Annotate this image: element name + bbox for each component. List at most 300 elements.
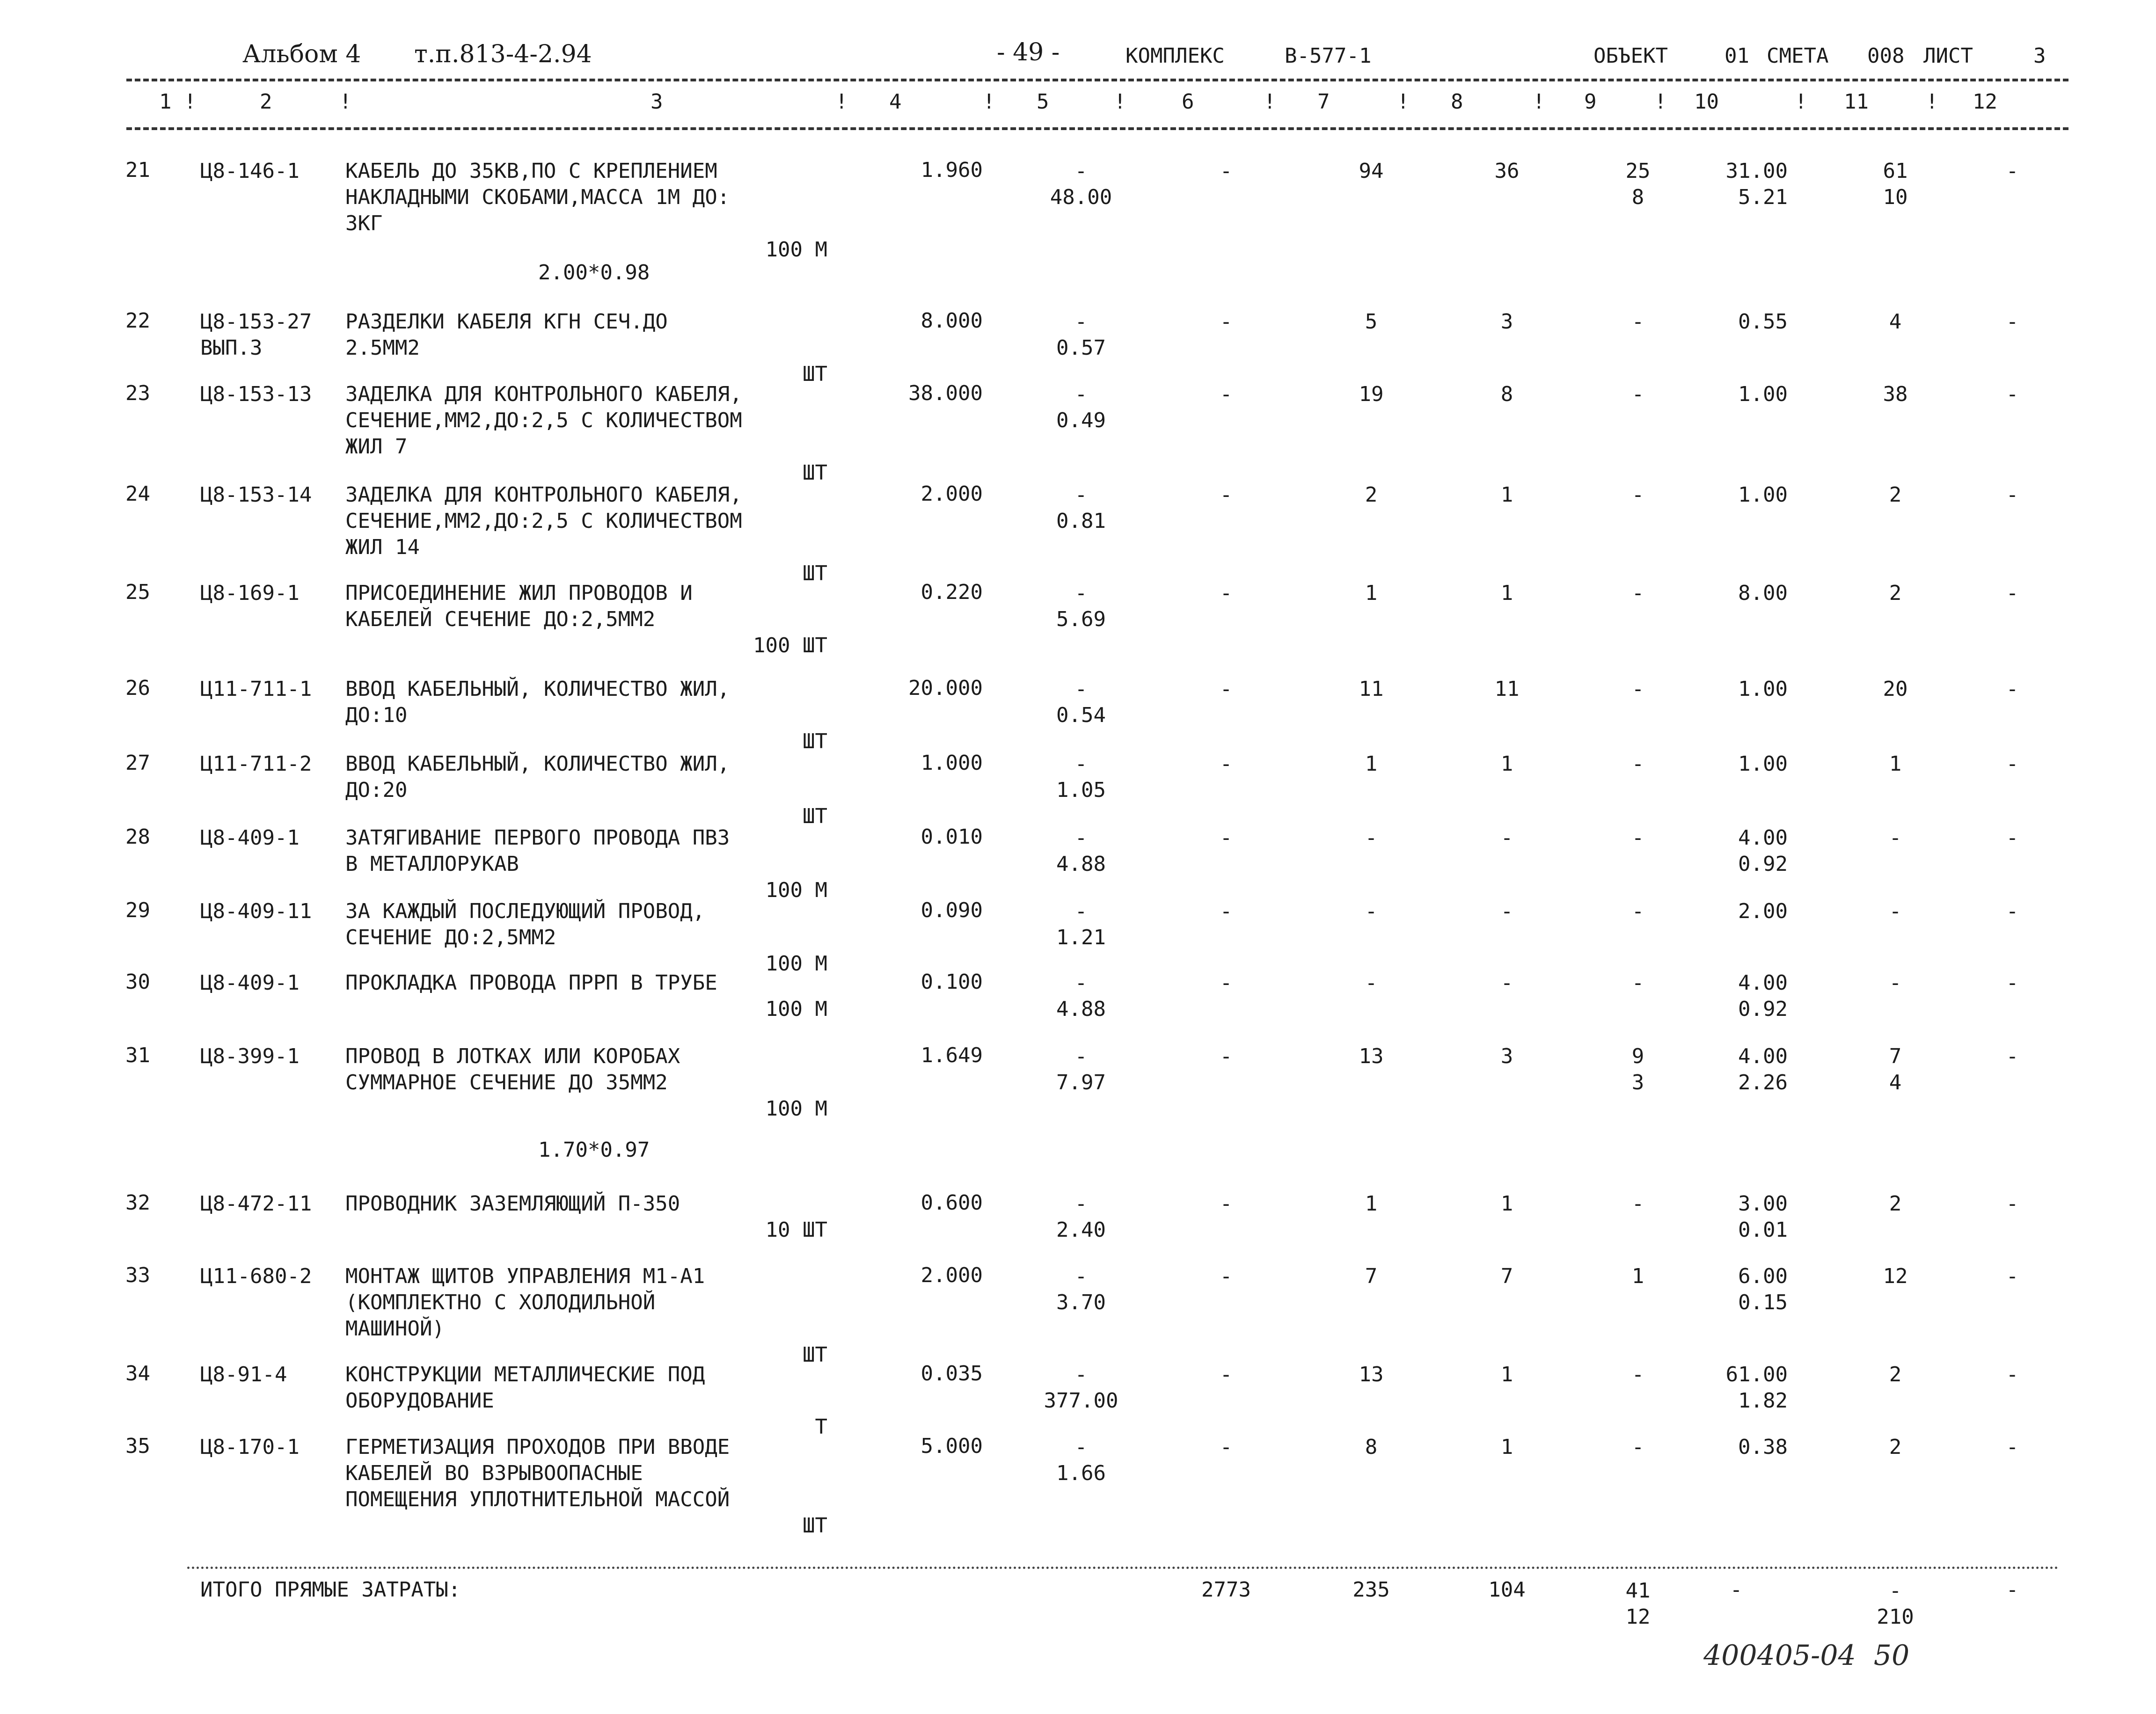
row-description-line: (КОМПЛЕКТНО С ХОЛОДИЛЬНОЙ: [345, 1291, 656, 1314]
row-c12: [1984, 1434, 2040, 1460]
row-c6: [1179, 1043, 1273, 1070]
row-c10-line: 4.00: [1738, 1044, 1788, 1068]
row-c11-line: 2: [1889, 1192, 1902, 1216]
row-c7: [1324, 970, 1418, 996]
row-code-line: Ц8-153-13: [200, 382, 312, 406]
colnum-sep: !: [1654, 90, 1667, 114]
row-c9: [1591, 1362, 1685, 1388]
row-description: [345, 1043, 827, 1122]
row-c8-line: 3: [1500, 310, 1513, 334]
row-c7: [1324, 482, 1418, 508]
row-c5: [1020, 676, 1142, 729]
row-description-line: МОНТАЖ ЩИТОВ УПРАВЛЕНИЯ М1-А1: [345, 1264, 705, 1288]
row-code: [200, 1362, 341, 1388]
row-c7-line: -: [1365, 971, 1378, 995]
row-c11-line: 10: [1883, 185, 1908, 209]
row-c12-line: -: [2006, 382, 2019, 406]
colnum-sep: !: [983, 90, 995, 114]
row-description-line: СЕЧЕНИЕ,ММ2,ДО:2,5 С КОЛИЧЕСТВОМ: [345, 408, 742, 432]
row-c7: [1324, 825, 1418, 851]
total-col9: [1591, 1578, 1685, 1630]
row-c10: [1685, 751, 1788, 777]
row-c10: [1685, 1263, 1788, 1316]
row-description-line: РАЗДЕЛКИ КАБЕЛЯ КГН СЕЧ.ДО: [345, 310, 668, 334]
row-c5: [1020, 751, 1142, 803]
row-c10: [1685, 1043, 1788, 1096]
header-rule-bottom: [126, 127, 2068, 130]
colnum: 12: [1973, 90, 1997, 114]
row-c11: [1849, 1263, 1942, 1290]
row-code-line: Ц8-409-11: [200, 899, 312, 923]
row-c8-line: 36: [1494, 159, 1520, 183]
row-c11: [1849, 381, 1942, 408]
row-c8: [1460, 970, 1554, 996]
row-description-line: ВВОД КАБЕЛЬНЫЙ, КОЛИЧЕСТВО ЖИЛ,: [345, 677, 730, 701]
row-description-line: ГЕРМЕТИЗАЦИЯ ПРОХОДОВ ПРИ ВВОДЕ: [345, 1435, 730, 1459]
row-c5: [1020, 825, 1142, 877]
row-code: [200, 1191, 341, 1217]
row-unit: Т: [815, 1415, 827, 1439]
row-c8-line: -: [1500, 971, 1513, 995]
row-code-line: Ц8-146-1: [200, 159, 300, 183]
row-c5-line: -: [1074, 899, 1088, 923]
row-c12: [1984, 751, 2040, 777]
row-unit: 100 М: [765, 952, 827, 976]
row-c10: [1685, 825, 1788, 877]
row-c10-line: 0.55: [1738, 310, 1788, 334]
row-description: [345, 1263, 827, 1368]
row-description: [345, 676, 827, 755]
row-c9: [1591, 158, 1685, 211]
row-code-line: Ц8-472-11: [200, 1192, 312, 1216]
row-c6: [1179, 1434, 1273, 1460]
row-c5-line: 7.97: [1056, 1071, 1106, 1094]
row-description-line: ОБОРУДОВАНИЕ: [345, 1389, 494, 1413]
row-number: 34: [125, 1362, 150, 1386]
row-c5-line: -: [1074, 581, 1088, 605]
row-c9-line: -: [1631, 899, 1644, 923]
row-unit: ШТ: [803, 461, 827, 485]
row-c5-line: 0.81: [1056, 509, 1106, 533]
row-c11: [1849, 898, 1942, 925]
row-quantity: 2.000: [921, 1263, 983, 1287]
row-description-line: НАКЛАДНЫМИ СКОБАМИ,МАССА 1М ДО:: [345, 185, 730, 209]
row-c5: [1020, 1043, 1142, 1096]
row-c8-line: 11: [1494, 677, 1520, 701]
row-code: [200, 825, 341, 851]
row-c10: [1685, 1191, 1788, 1243]
row-c8-line: 1: [1500, 581, 1513, 605]
row-c5-line: -: [1074, 159, 1088, 183]
header-rule-top: [126, 79, 2068, 81]
row-c8: [1460, 1191, 1554, 1217]
row-description-line: ЗАДЕЛКА ДЛЯ КОНТРОЛЬНОГО КАБЕЛЯ,: [345, 483, 742, 507]
row-c12-line: -: [2006, 483, 2019, 507]
row-code: [200, 309, 341, 361]
row-description-line: В МЕТАЛЛОРУКАВ: [345, 852, 519, 876]
row-c12-line: -: [2006, 826, 2019, 850]
row-unit: ШТ: [803, 804, 827, 828]
row-code: [200, 898, 341, 925]
row-c11-line: 2: [1889, 1363, 1902, 1386]
row-c6-line: -: [1220, 1264, 1233, 1288]
row-c5-line: -: [1074, 1044, 1088, 1068]
row-c10-line: 5.21: [1738, 185, 1788, 209]
row-number: 29: [125, 898, 150, 922]
row-c5: [1020, 970, 1142, 1022]
row-description-line: ДО:10: [345, 703, 408, 727]
row-c6: [1179, 825, 1273, 851]
row-unit: ШТ: [803, 729, 827, 753]
row-c9-line: -: [1631, 581, 1644, 605]
row-c7-line: 1: [1365, 1192, 1378, 1216]
row-c6: [1179, 309, 1273, 335]
total-label: ИТОГО ПРЯМЫЕ ЗАТРАТЫ:: [200, 1578, 461, 1602]
row-c6: [1179, 676, 1273, 702]
row-code: [200, 1263, 341, 1290]
row-c10-line: 0.15: [1738, 1291, 1788, 1314]
row-c11-line: 4: [1889, 1071, 1902, 1094]
row-c9-line: -: [1631, 1363, 1644, 1386]
total-col12: -: [2006, 1578, 2019, 1602]
row-c6: [1179, 381, 1273, 408]
row-number: 22: [125, 309, 150, 333]
row-c6: [1179, 1362, 1273, 1388]
row-description-line: ПРОВОДНИК ЗАЗЕМЛЯЮЩИЙ П-350: [345, 1192, 680, 1216]
row-c12-line: -: [2006, 1435, 2019, 1459]
row-c9-line: -: [1631, 1192, 1644, 1216]
colnum: 7: [1317, 90, 1330, 114]
colnum-sep: !: [1795, 90, 1807, 114]
colnum: 2: [260, 90, 272, 114]
row-c10: [1685, 970, 1788, 1022]
row-c11-line: 7: [1889, 1044, 1902, 1068]
row-quantity: 1.960: [921, 158, 983, 182]
row-c10-line: 0.92: [1738, 852, 1788, 876]
row-unit: ШТ: [803, 1514, 827, 1538]
row-number: 31: [125, 1043, 150, 1067]
row-c6-line: -: [1220, 677, 1233, 701]
object-label: ОБЪЕКТ: [1593, 44, 1668, 68]
row-c5-line: 377.00: [1044, 1389, 1118, 1413]
row-c10-line: 31.00: [1725, 159, 1788, 183]
row-unit: 100 М: [765, 1097, 827, 1121]
row-c12: [1984, 580, 2040, 606]
row-c11-line: 2: [1889, 581, 1902, 605]
smeta-label: СМЕТА: [1767, 44, 1829, 68]
row-c11-line: 2: [1889, 483, 1902, 507]
row-c5-line: 1.05: [1056, 778, 1106, 802]
row-c8-line: 8: [1500, 382, 1513, 406]
row-c12: [1984, 676, 2040, 702]
row-c11-line: 20: [1883, 677, 1908, 701]
row-code-line: Ц11-711-1: [200, 677, 312, 701]
row-c10: [1685, 580, 1788, 606]
row-c10-line: 1.00: [1738, 483, 1788, 507]
colnum: 1 !: [159, 90, 197, 114]
row-c10: [1685, 1434, 1788, 1460]
row-c5-line: 48.00: [1050, 185, 1112, 209]
row-c6-line: -: [1220, 1435, 1233, 1459]
row-c10-line: 0.01: [1738, 1218, 1788, 1242]
row-description: [345, 482, 827, 587]
row-c7-line: -: [1365, 899, 1378, 923]
row-c8: [1460, 309, 1554, 335]
row-c9-line: -: [1631, 826, 1644, 850]
row-c5-line: 4.88: [1056, 852, 1106, 876]
row-unit: ШТ: [803, 362, 827, 386]
row-code-line: Ц8-91-4: [200, 1363, 287, 1386]
row-description-line: СЕЧЕНИЕ,ММ2,ДО:2,5 С КОЛИЧЕСТВОМ: [345, 509, 742, 533]
row-c6-line: -: [1220, 971, 1233, 995]
list-label: ЛИСТ: [1923, 44, 1973, 68]
row-c7-line: 8: [1365, 1435, 1378, 1459]
object-value: 01: [1725, 44, 1749, 68]
total-col11-line: -: [1889, 1579, 1902, 1603]
row-unit: 100 М: [765, 997, 827, 1021]
row-c11-line: -: [1889, 971, 1902, 995]
row-c10-line: 0.92: [1738, 997, 1788, 1021]
total-col7: 235: [1352, 1578, 1390, 1602]
row-unit: 100 ШТ: [753, 634, 827, 657]
row-description: [345, 825, 827, 904]
row-description-line: МАШИНОЙ): [345, 1317, 445, 1341]
row-c9: [1591, 1263, 1685, 1290]
row-c8-line: 1: [1500, 483, 1513, 507]
row-c7: [1324, 580, 1418, 606]
row-code: [200, 751, 341, 777]
row-c5: [1020, 158, 1142, 211]
row-c11-line: -: [1889, 899, 1902, 923]
row-c10-line: 0.38: [1738, 1435, 1788, 1459]
row-c11: [1849, 1362, 1942, 1388]
row-description: [345, 381, 827, 486]
row-c6-line: -: [1220, 382, 1233, 406]
row-c12-line: -: [2006, 677, 2019, 701]
row-c8-line: 1: [1500, 752, 1513, 776]
row-number: 27: [125, 751, 150, 775]
row-c8-line: 7: [1500, 1264, 1513, 1288]
colnum: 3: [650, 90, 663, 114]
row-c7: [1324, 1263, 1418, 1290]
row-c11: [1849, 676, 1942, 702]
row-c9: [1591, 676, 1685, 702]
row-c8-line: -: [1500, 826, 1513, 850]
row-c12: [1984, 309, 2040, 335]
row-c7: [1324, 1434, 1418, 1460]
row-code-line: Ц11-680-2: [200, 1264, 312, 1288]
row-c11-line: 2: [1889, 1435, 1902, 1459]
row-c10-line: 1.00: [1738, 752, 1788, 776]
row-number: 26: [125, 676, 150, 700]
row-c6: [1179, 1191, 1273, 1217]
colnum-sep: !: [835, 90, 848, 114]
row-quantity: 1.000: [921, 751, 983, 775]
row-c5-line: -: [1074, 310, 1088, 334]
row-c11: [1849, 751, 1942, 777]
total-col8: 104: [1488, 1578, 1526, 1602]
row-quantity: 0.090: [921, 898, 983, 922]
row-c5-line: 3.70: [1056, 1291, 1106, 1314]
row-c9-line: -: [1631, 310, 1644, 334]
row-description-line: ЖИЛ 14: [345, 535, 420, 559]
row-c12-line: -: [2006, 581, 2019, 605]
album-label: Альбом 4: [242, 40, 361, 68]
row-description-line: ЗАТЯГИВАНИЕ ПЕРВОГО ПРОВОДА ПВ3: [345, 826, 730, 850]
row-c5-line: 2.40: [1056, 1218, 1106, 1242]
row-c7: [1324, 309, 1418, 335]
list-value: 3: [2033, 44, 2046, 68]
row-number: 25: [125, 580, 150, 604]
row-c11: [1849, 482, 1942, 508]
row-description-line: 2.5ММ2: [345, 336, 420, 360]
row-c6: [1179, 1263, 1273, 1290]
row-c9: [1591, 751, 1685, 777]
row-c12: [1984, 825, 2040, 851]
row-c9: [1591, 482, 1685, 508]
row-c8: [1460, 158, 1554, 184]
colnum-sep: !: [1926, 90, 1938, 114]
row-number: 21: [125, 158, 150, 182]
row-c5-line: -: [1074, 826, 1088, 850]
row-c8: [1460, 381, 1554, 408]
row-c8-line: 1: [1500, 1192, 1513, 1216]
row-quantity: 1.649: [921, 1043, 983, 1067]
colnum: 4: [889, 90, 902, 114]
row-c8: [1460, 898, 1554, 925]
row-c9: [1591, 580, 1685, 606]
row-c9-line: 9: [1631, 1044, 1644, 1068]
row-c7-line: 1: [1365, 581, 1378, 605]
row-c7: [1324, 898, 1418, 925]
row-c12: [1984, 381, 2040, 408]
row-c9: [1591, 1043, 1685, 1096]
row-description: [345, 898, 827, 977]
row-c8: [1460, 1043, 1554, 1070]
row-c10-line: 4.00: [1738, 826, 1788, 850]
row-number: 24: [125, 482, 150, 506]
row-code-line: Ц11-711-2: [200, 752, 312, 776]
row-c5-line: -: [1074, 677, 1088, 701]
row-c12-line: -: [2006, 159, 2019, 183]
row-c12-line: -: [2006, 1044, 2019, 1068]
row-c7-line: -: [1365, 826, 1378, 850]
row-c8: [1460, 1434, 1554, 1460]
row-c9-line: -: [1631, 1435, 1644, 1459]
row-quantity: 38.000: [908, 381, 983, 405]
row-description: [345, 1191, 827, 1243]
row-c5-line: -: [1074, 752, 1088, 776]
row-code: [200, 381, 341, 408]
smeta-value: 008: [1867, 44, 1905, 68]
row-code: [200, 970, 341, 996]
row-c10-line: 1.00: [1738, 677, 1788, 701]
row-code: [200, 482, 341, 508]
colnum: 9: [1584, 90, 1597, 114]
row-description-line: ВВОД КАБЕЛЬНЫЙ, КОЛИЧЕСТВО ЖИЛ,: [345, 752, 730, 776]
row-description-line: ПРОКЛАДКА ПРОВОДА ПРРП В ТРУБЕ: [345, 971, 717, 995]
row-c12: [1984, 1362, 2040, 1388]
row-c5-line: 0.49: [1056, 408, 1106, 432]
row-quantity: 20.000: [908, 676, 983, 700]
row-description-line: ПОМЕЩЕНИЯ УПЛОТНИТЕЛЬНОЙ МАССОЙ: [345, 1488, 730, 1511]
row-c7-line: 94: [1359, 159, 1384, 183]
row-c9-line: -: [1631, 677, 1644, 701]
row-c5-line: 0.57: [1056, 336, 1106, 360]
row-calc-note: 2.00*0.98: [538, 261, 650, 284]
row-c10-line: 6.00: [1738, 1264, 1788, 1288]
row-c5: [1020, 1434, 1142, 1487]
row-c6-line: -: [1220, 159, 1233, 183]
row-c9-line: 1: [1631, 1264, 1644, 1288]
row-c10-line: 1.82: [1738, 1389, 1788, 1413]
row-c10: [1685, 482, 1788, 508]
row-c5-line: 0.54: [1056, 703, 1106, 727]
row-code-line: Ц8-399-1: [200, 1044, 300, 1068]
row-c8: [1460, 825, 1554, 851]
row-c9-line: -: [1631, 971, 1644, 995]
row-c6: [1179, 580, 1273, 606]
row-c9: [1591, 1434, 1685, 1460]
row-c11: [1849, 970, 1942, 996]
row-c5-line: 4.88: [1056, 997, 1106, 1021]
row-c6-line: -: [1220, 899, 1233, 923]
row-code: [200, 1043, 341, 1070]
row-quantity: 2.000: [921, 482, 983, 506]
complex-value: В-577-1: [1285, 44, 1372, 68]
row-c9-line: 3: [1631, 1071, 1644, 1094]
row-c8-line: 1: [1500, 1363, 1513, 1386]
row-c5: [1020, 309, 1142, 361]
row-c11-line: 1: [1889, 752, 1902, 776]
row-c9: [1591, 825, 1685, 851]
row-quantity: 0.220: [921, 580, 983, 604]
row-c12-line: -: [2006, 752, 2019, 776]
row-c11: [1849, 158, 1942, 211]
row-c6-line: -: [1220, 1192, 1233, 1216]
row-description: [345, 1362, 827, 1440]
row-c12-line: -: [2006, 1264, 2019, 1288]
row-c7-line: 7: [1365, 1264, 1378, 1288]
row-c12: [1984, 1043, 2040, 1070]
row-c7: [1324, 381, 1418, 408]
row-c5-line: 1.66: [1056, 1461, 1106, 1485]
row-number: 35: [125, 1434, 150, 1458]
row-c7-line: 13: [1359, 1044, 1384, 1068]
row-c8-line: 1: [1500, 1435, 1513, 1459]
row-c6-line: -: [1220, 1363, 1233, 1386]
row-c6-line: -: [1220, 310, 1233, 334]
row-c8: [1460, 1263, 1554, 1290]
row-c8: [1460, 676, 1554, 702]
row-quantity: 0.600: [921, 1191, 983, 1215]
row-description-line: КАБЕЛЬ ДО 35КВ,ПО С КРЕПЛЕНИЕМ: [345, 159, 717, 183]
colnum-sep: !: [1533, 90, 1545, 114]
row-unit: ШТ: [803, 562, 827, 585]
row-c11: [1849, 1191, 1942, 1217]
total-col6: 2773: [1201, 1578, 1251, 1602]
row-c5-line: -: [1074, 1363, 1088, 1386]
colnum: 5: [1037, 90, 1049, 114]
row-description-line: ЖИЛ 7: [345, 435, 408, 459]
row-c7: [1324, 676, 1418, 702]
row-c10-line: 2.26: [1738, 1071, 1788, 1094]
row-c7-line: 19: [1359, 382, 1384, 406]
row-description: [345, 158, 827, 263]
row-c12-line: -: [2006, 1363, 2019, 1386]
row-code-line: ВЫП.3: [200, 336, 263, 360]
row-c5: [1020, 482, 1142, 534]
